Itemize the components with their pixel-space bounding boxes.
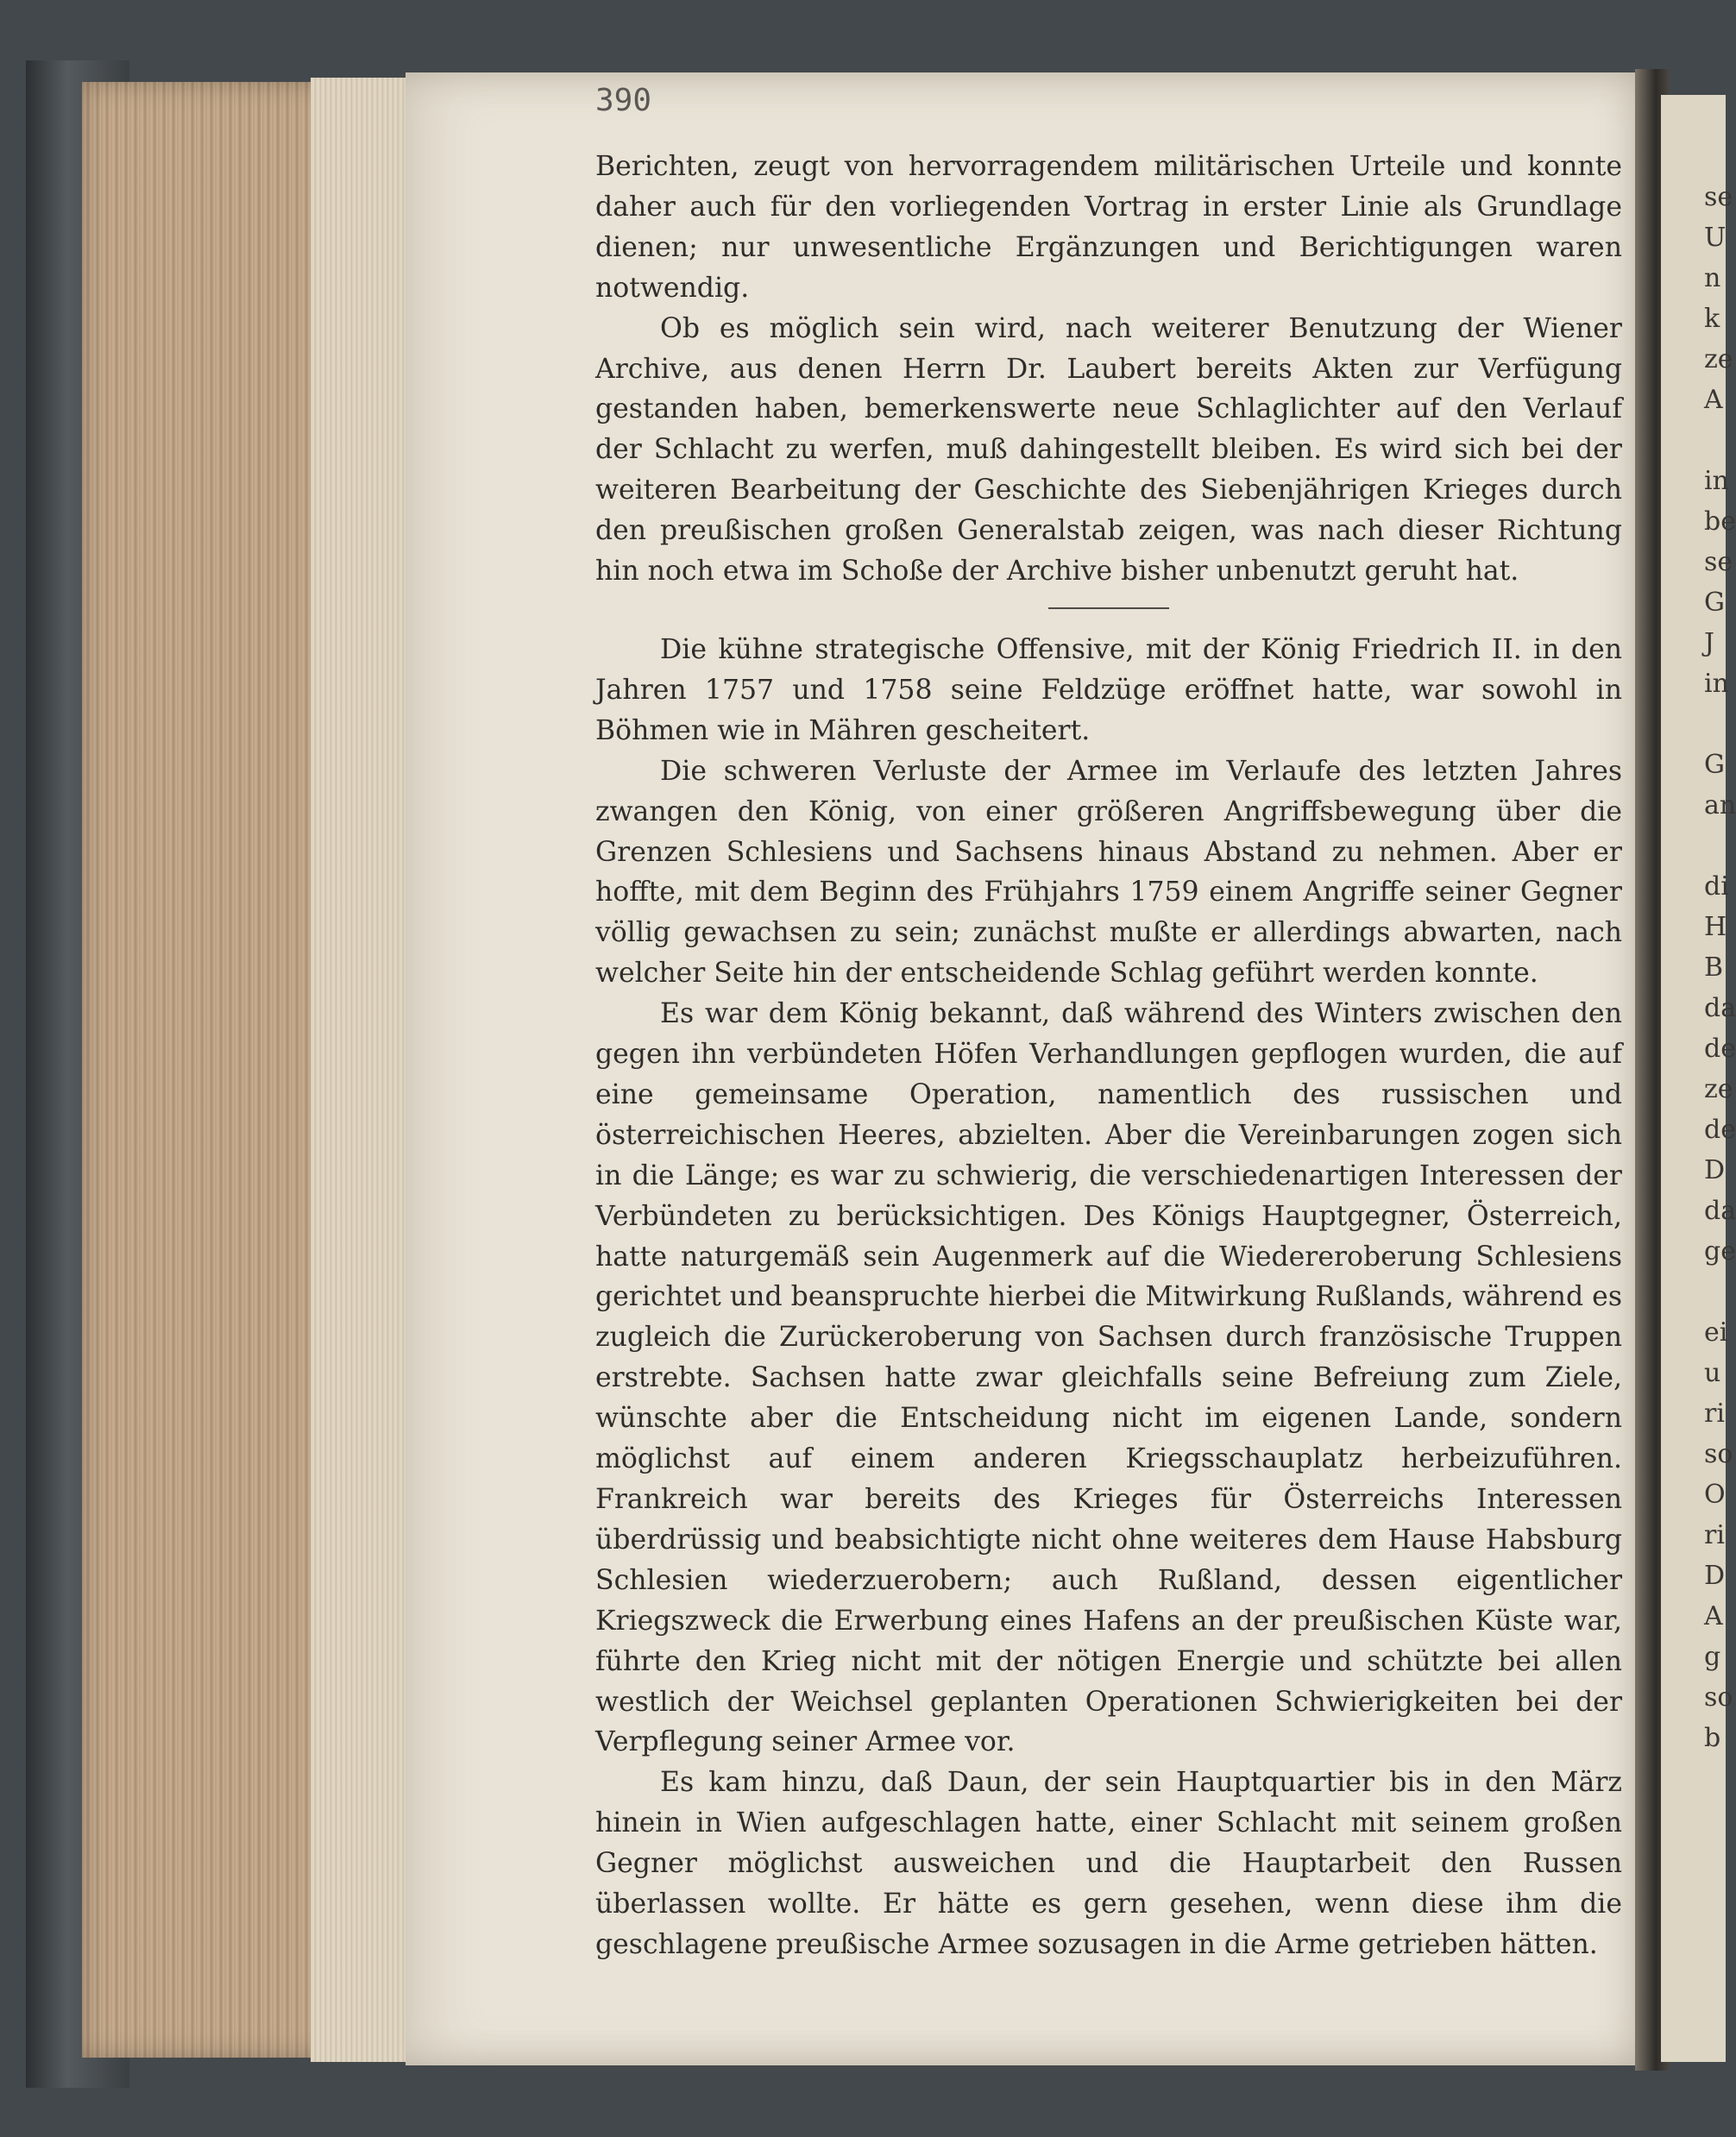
facing-page-fragment: in	[1704, 669, 1729, 699]
facing-page-fragment: ze	[1704, 344, 1733, 374]
facing-page-fragment: G	[1704, 750, 1725, 780]
facing-page-fragment: so	[1704, 1439, 1733, 1469]
facing-page-fragment: b	[1704, 1723, 1721, 1753]
facing-page-fragment: ei	[1704, 1317, 1728, 1348]
facing-page-fragment: da	[1704, 1196, 1736, 1226]
facing-page-fragment: g	[1704, 1642, 1721, 1672]
facing-page-fragment: di	[1704, 871, 1729, 902]
paragraph: Es kam hinzu, daß Daun, der sein Hauptquartier bis in den März hinein in Wien aufgeschlagen hatte, einer Schlacht mit seinem großen Gegner möglichst ausweichen und die Hauptarbeit den Russen überlassen wollte. Er hätte es gern gesehen, wenn diese ihm die geschlagene preußische Armee sozusagen in die Arme getrieben hätten.	[595, 1767, 1622, 1960]
facing-page-fragment: H	[1704, 912, 1727, 942]
facing-page-fragment: D	[1704, 1155, 1726, 1185]
facing-page-fragment	[1704, 1272, 1726, 1312]
paragraph: Die kühne strategische Offensive, mit der König Friedrich II. in den Jahren 1757 und 1758 seine Feldzüge eröffnet hatte, war sowohl in Böhmen wie in Mähren gescheitert.	[595, 633, 1622, 746]
facing-page-fragment: ge	[1704, 1236, 1736, 1266]
facing-page-fragment: n	[1704, 263, 1721, 293]
facing-page-fragment: G	[1704, 588, 1725, 618]
facing-page-fragment: so	[1704, 1682, 1733, 1713]
body-text	[595, 147, 1622, 1965]
facing-page-fragment: da	[1704, 993, 1736, 1023]
page-stack-inner	[311, 78, 414, 2062]
paragraph: Die schweren Verluste der Armee im Verlaufe des letzten Jahres zwangen den König, von einer größeren Angriffsbewegung über die Grenzen Schlesiens und Sachsens hinaus Abstand zu nehmen. Aber er hoffte, mit dem Beginn des Frühjahrs 1759 einem Angriffe seiner Gegner völlig gewachsen zu sein; zunächst mußte er allerdings abwarten, nach welcher Seite hin der entscheidende Schlag geführt werden konnte.	[595, 755, 1622, 990]
facing-page-fragment: de	[1704, 1034, 1736, 1064]
facing-page-fragment: A	[1704, 1601, 1723, 1631]
facing-page-fragment: ze	[1704, 1074, 1733, 1104]
facing-page-fragment: B	[1704, 952, 1724, 983]
facing-page-fragment: in	[1704, 466, 1729, 496]
facing-page-fragment: A	[1704, 385, 1723, 415]
facing-page-fragment	[1704, 704, 1726, 745]
facing-page-fragment: u	[1704, 1358, 1721, 1388]
facing-page-fragment: ri	[1704, 1520, 1725, 1550]
page-stack-edge	[82, 82, 341, 2058]
facing-page-text	[1704, 177, 1736, 1758]
paragraph: Berichten, zeugt von hervorragendem militärischen Urteile und konnte daher auch für den vorliegenden Vortrag in erster Linie als Grundlage dienen; nur unwesentliche Ergänzungen und Berichtigungen waren notwendig.	[595, 151, 1622, 304]
facing-page-fragment: J	[1704, 628, 1715, 658]
facing-page-fragment: ri	[1704, 1398, 1725, 1429]
page-number: 390	[595, 83, 652, 118]
facing-page-fragment: be	[1704, 506, 1736, 537]
facing-page-fragment: k	[1704, 304, 1720, 334]
facing-page-fragment	[1704, 420, 1726, 461]
facing-page-fragment: se	[1704, 547, 1733, 577]
facing-page-fragment: se	[1704, 182, 1733, 212]
facing-page-fragment	[1704, 826, 1726, 866]
section-divider	[1048, 607, 1169, 609]
facing-page-fragment: D	[1704, 1561, 1726, 1591]
paragraph: Es war dem König bekannt, daß während des Winters zwischen den gegen ihn verbündeten Höfen Verhandlungen gepflogen wurden, die auf eine gemeinsame Operation, namentlich des russischen und österreichischen Heeres, abzielten. Aber die Vereinbarungen zogen sich in die Länge; es war zu schwierig, die verschiedenartigen Interessen der Verbündeten zu berücksichtigen. Des Königs Hauptgegner, Österreich, hatte naturgemäß sein Augenmerk auf die Wiedereroberung Schlesiens gerichtet und beanspruchte hierbei die Mitwirkung Rußlands, während es zugleich die Zurückeroberung von Sachsen durch französische Truppen erstrebte. Sachsen hatte zwar gleichfalls seine Befreiung zum Ziele, wünschte aber die Entscheidung nicht im eigenen Lande, sondern möglichst auf einem anderen Kriegsschauplatz herbeizuführen. Frankreich war bereits des Krieges für Österreichs Interessen überdrüssig und beabsichtigte nicht ohne weiteres dem Hause Habsburg Schlesien wiederzuerobern; auch Rußland, dessen eigentlicher Kriegszweck die Erwerbung eines Hafens an der preußischen Küste war, führte den Krieg nicht mit der nötigen Energie und schützte bei allen westlich der Weichsel geplanten Operationen Schwierigkeiten bei der Verpflegung seiner Armee vor.	[595, 998, 1622, 1758]
facing-page-fragment: de	[1704, 1115, 1736, 1145]
facing-page-fragment: O	[1704, 1480, 1726, 1510]
paragraph: Ob es möglich sein wird, nach weiterer Benutzung der Wiener Archive, aus denen Herrn Dr. Laubert bereits Akten zur Verfügung gestanden haben, bemerkenswerte neue Schlaglichter auf den Verlauf der Schlacht zu werfen, muß dahingestellt bleiben. Es wird sich bei der weiteren Bearbeitung der Geschichte des Siebenjährigen Krieges durch den preußischen großen Generalstab zeigen, was nach dieser Richtung hin noch etwa im Schoße der Archive bisher unbenutzt geruht hat.	[595, 312, 1622, 588]
facing-page-fragment: U	[1704, 223, 1727, 253]
facing-page-fragment: an	[1704, 790, 1736, 820]
